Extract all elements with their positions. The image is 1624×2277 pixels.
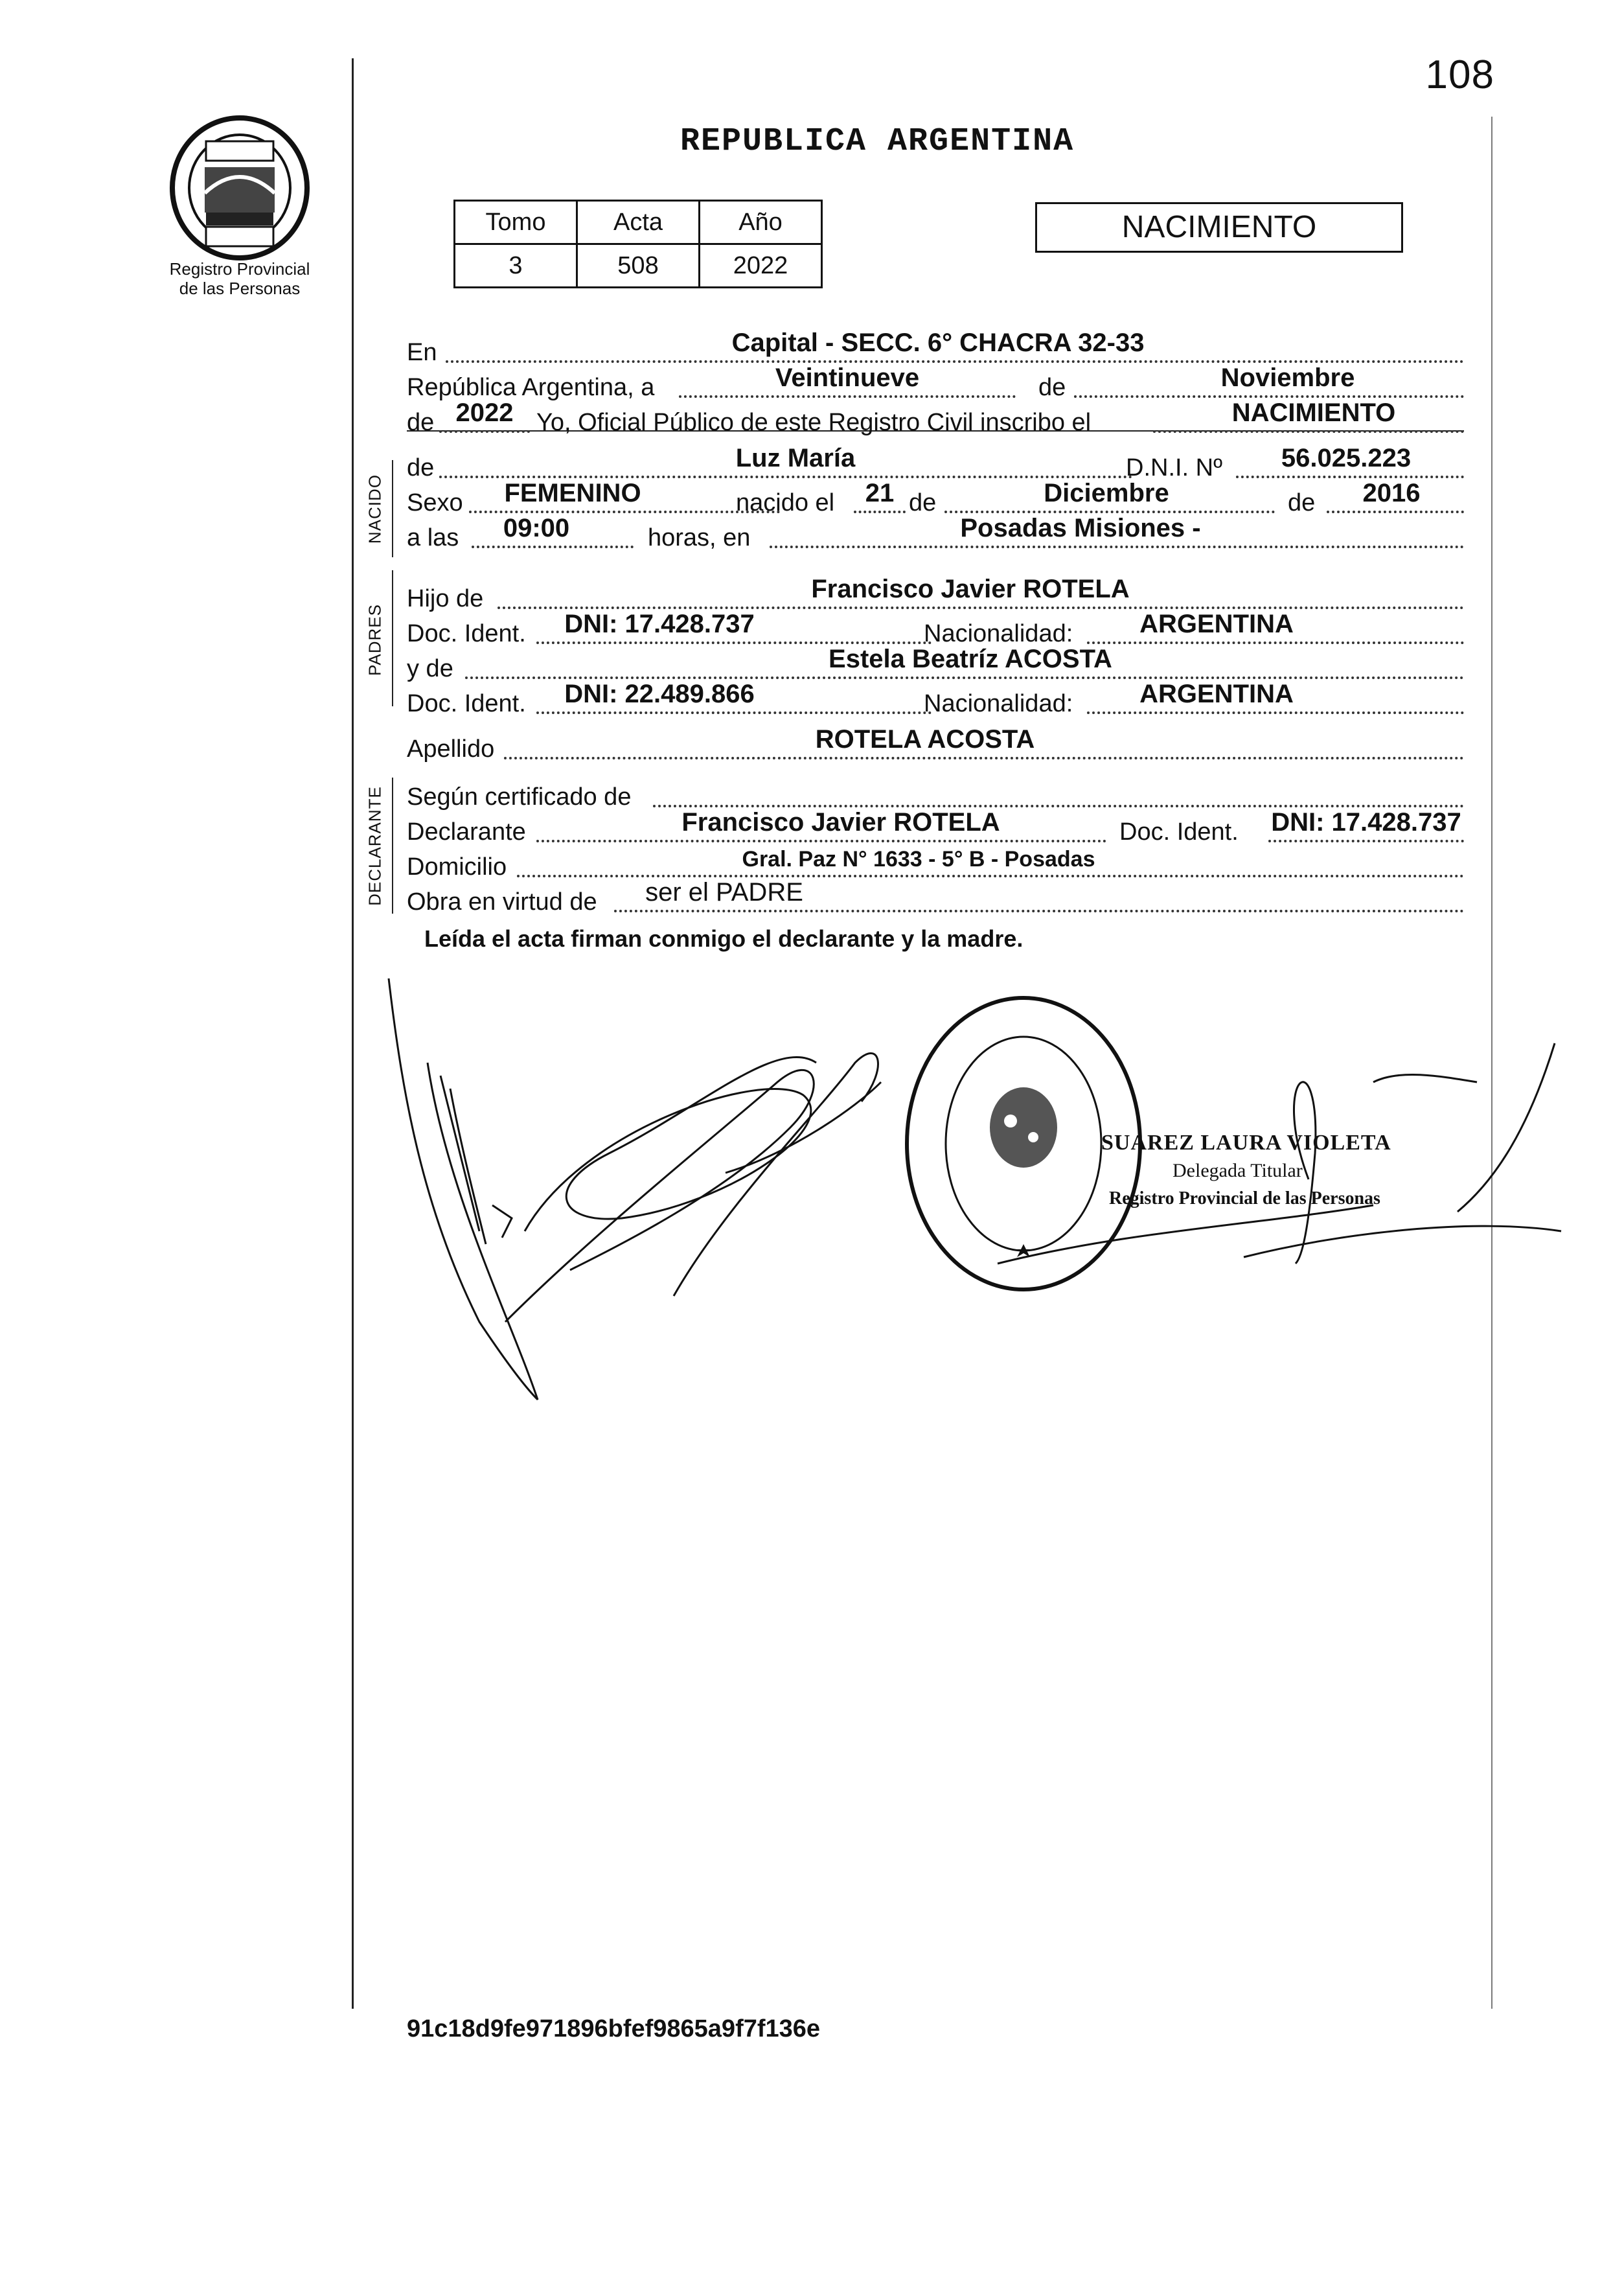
dots xyxy=(944,511,1275,513)
province-seal-logo xyxy=(167,115,312,260)
label-en: En xyxy=(407,339,437,366)
header-acta: Acta xyxy=(577,201,700,244)
label-doc-ident: Doc. Ident. xyxy=(407,690,526,717)
header-anio: Año xyxy=(700,201,822,244)
left-margin-line xyxy=(352,58,354,2009)
value-address: Gral. Paz N° 1633 - 5° B - Posadas xyxy=(742,847,1095,872)
dots xyxy=(1087,711,1464,714)
value-place: Capital - SECC. 6° CHACRA 32-33 xyxy=(731,329,1145,357)
dots xyxy=(1236,476,1464,478)
section-label-declarante: DECLARANTE xyxy=(365,786,385,906)
dots xyxy=(439,430,530,433)
row-madre xyxy=(407,645,1464,683)
row-declarante xyxy=(407,808,1464,846)
row-apellido xyxy=(407,725,1464,763)
logo-caption xyxy=(143,259,337,298)
value-time: 09:00 xyxy=(503,514,570,542)
padres-bracket xyxy=(392,570,393,706)
label-y-de: y de xyxy=(407,655,453,682)
nacido-bracket xyxy=(392,460,393,557)
dots xyxy=(439,476,1132,478)
value-father-name: Francisco Javier ROTELA xyxy=(811,575,1130,603)
value-anio: 2022 xyxy=(700,244,822,288)
dots xyxy=(446,360,1464,363)
label-nacionalidad: Nacionalidad: xyxy=(924,690,1073,717)
row-hora xyxy=(407,514,1464,552)
row-fecha xyxy=(407,364,1464,402)
dots xyxy=(504,757,1464,759)
label-nacionalidad: Nacionalidad: xyxy=(924,620,1073,647)
label-doc-ident: Doc. Ident. xyxy=(1119,818,1239,846)
label-horas-en: horas, en xyxy=(648,524,751,551)
document-title: REPUBLICA ARGENTINA xyxy=(680,123,1075,160)
label-dni: D.N.I. Nº xyxy=(1126,454,1222,481)
label-a-las: a las xyxy=(407,524,459,551)
value-day-text: Veintinueve xyxy=(775,364,920,392)
row-madre-doc xyxy=(407,680,1464,718)
dots xyxy=(536,840,1106,842)
value-father-nationality: ARGENTINA xyxy=(1139,610,1294,638)
label-de: de xyxy=(909,489,937,516)
label-republica: República Argentina, a xyxy=(407,374,655,401)
row-padre xyxy=(407,575,1464,613)
row-certificado xyxy=(407,778,1464,811)
value-year: 2022 xyxy=(455,399,514,427)
label-obra-en-virtud: Obra en virtud de xyxy=(407,888,597,916)
value-capacity: ser el PADRE xyxy=(645,878,803,907)
row-sexo xyxy=(407,479,1464,517)
row-obra xyxy=(407,878,1464,916)
dots xyxy=(536,641,932,644)
value-birth-day: 21 xyxy=(865,479,895,507)
section-label-padres: PADRES xyxy=(365,604,385,676)
section-label-nacido: NACIDO xyxy=(365,474,385,544)
value-act-type: NACIMIENTO xyxy=(1231,399,1396,427)
value-birth-year: 2016 xyxy=(1362,479,1421,507)
dots xyxy=(614,910,1464,912)
label-declarante: Declarante xyxy=(407,818,526,846)
document-type-box: NACIMIENTO xyxy=(1035,202,1403,253)
dots xyxy=(1153,430,1464,433)
value-month: Noviembre xyxy=(1220,364,1355,392)
row-nombre xyxy=(407,444,1464,482)
registry-table xyxy=(453,200,823,288)
value-birth-place: Posadas Misiones - xyxy=(960,514,1201,542)
dots xyxy=(465,676,1464,679)
closing-statement: Leída el acta firman conmigo el declarante y la madre. xyxy=(424,925,1024,952)
logo-caption-line2: de las Personas xyxy=(179,279,301,298)
value-mother-name: Estela Beatríz ACOSTA xyxy=(829,645,1112,673)
dots xyxy=(469,511,780,513)
dots xyxy=(517,875,1464,877)
value-given-name: Luz María xyxy=(735,444,856,472)
dots xyxy=(472,546,634,548)
dots xyxy=(1087,641,1464,644)
value-acta: 508 xyxy=(577,244,700,288)
value-surname: ROTELA ACOSTA xyxy=(815,725,1035,754)
declarante-bracket xyxy=(392,778,393,914)
row-padre-doc xyxy=(407,610,1464,648)
signer-role: Delegada Titular xyxy=(1172,1160,1303,1181)
value-father-doc: DNI: 17.428.737 xyxy=(564,610,755,638)
dots xyxy=(1074,395,1464,398)
row-inscribo xyxy=(407,399,1464,437)
label-domicilio: Domicilio xyxy=(407,853,507,881)
header-tomo: Tomo xyxy=(455,201,577,244)
logo-caption-line1: Registro Provincial xyxy=(169,259,310,279)
dots xyxy=(1268,840,1464,842)
value-mother-nationality: ARGENTINA xyxy=(1139,680,1294,708)
dots xyxy=(770,546,1464,548)
value-tomo: 3 xyxy=(455,244,577,288)
label-segun-certificado: Según certificado de xyxy=(407,783,632,811)
label-sexo: Sexo xyxy=(407,489,463,516)
label-doc-ident: Doc. Ident. xyxy=(407,620,526,647)
dots xyxy=(536,711,932,714)
label-de: de xyxy=(407,454,435,481)
signer-office: Registro Provincial de las Personas xyxy=(1109,1188,1380,1208)
label-de: de xyxy=(407,409,435,436)
value-dni: 56.025.223 xyxy=(1281,444,1412,472)
label-de: de xyxy=(1288,489,1316,516)
value-declarant-name: Francisco Javier ROTELA xyxy=(681,808,1000,837)
value-mother-doc: DNI: 22.489.866 xyxy=(564,680,755,708)
value-declarant-doc: DNI: 17.428.737 xyxy=(1271,808,1461,837)
row-en xyxy=(407,329,1464,367)
label-nacido-el: nacido el xyxy=(736,489,835,516)
row-domicilio xyxy=(407,848,1464,881)
signer-name: SUAREZ LAURA VIOLETA xyxy=(1101,1131,1391,1155)
value-sex: FEMENINO xyxy=(504,479,641,507)
value-birth-month: Diciembre xyxy=(1044,479,1169,507)
label-de: de xyxy=(1038,374,1066,401)
label-hijo-de: Hijo de xyxy=(407,585,484,612)
dots xyxy=(679,395,1016,398)
label-inscribo: Yo, Oficial Público de este Registro Civil inscribo el xyxy=(536,409,1092,436)
dots xyxy=(854,511,906,513)
dots xyxy=(1327,511,1464,513)
document-hash: 91c18d9fe971896bfef9865a9f7f136e xyxy=(407,2015,821,2042)
dots xyxy=(497,607,1464,609)
label-apellido: Apellido xyxy=(407,735,495,763)
page-number: 108 xyxy=(1425,52,1494,97)
dots xyxy=(653,805,1464,807)
